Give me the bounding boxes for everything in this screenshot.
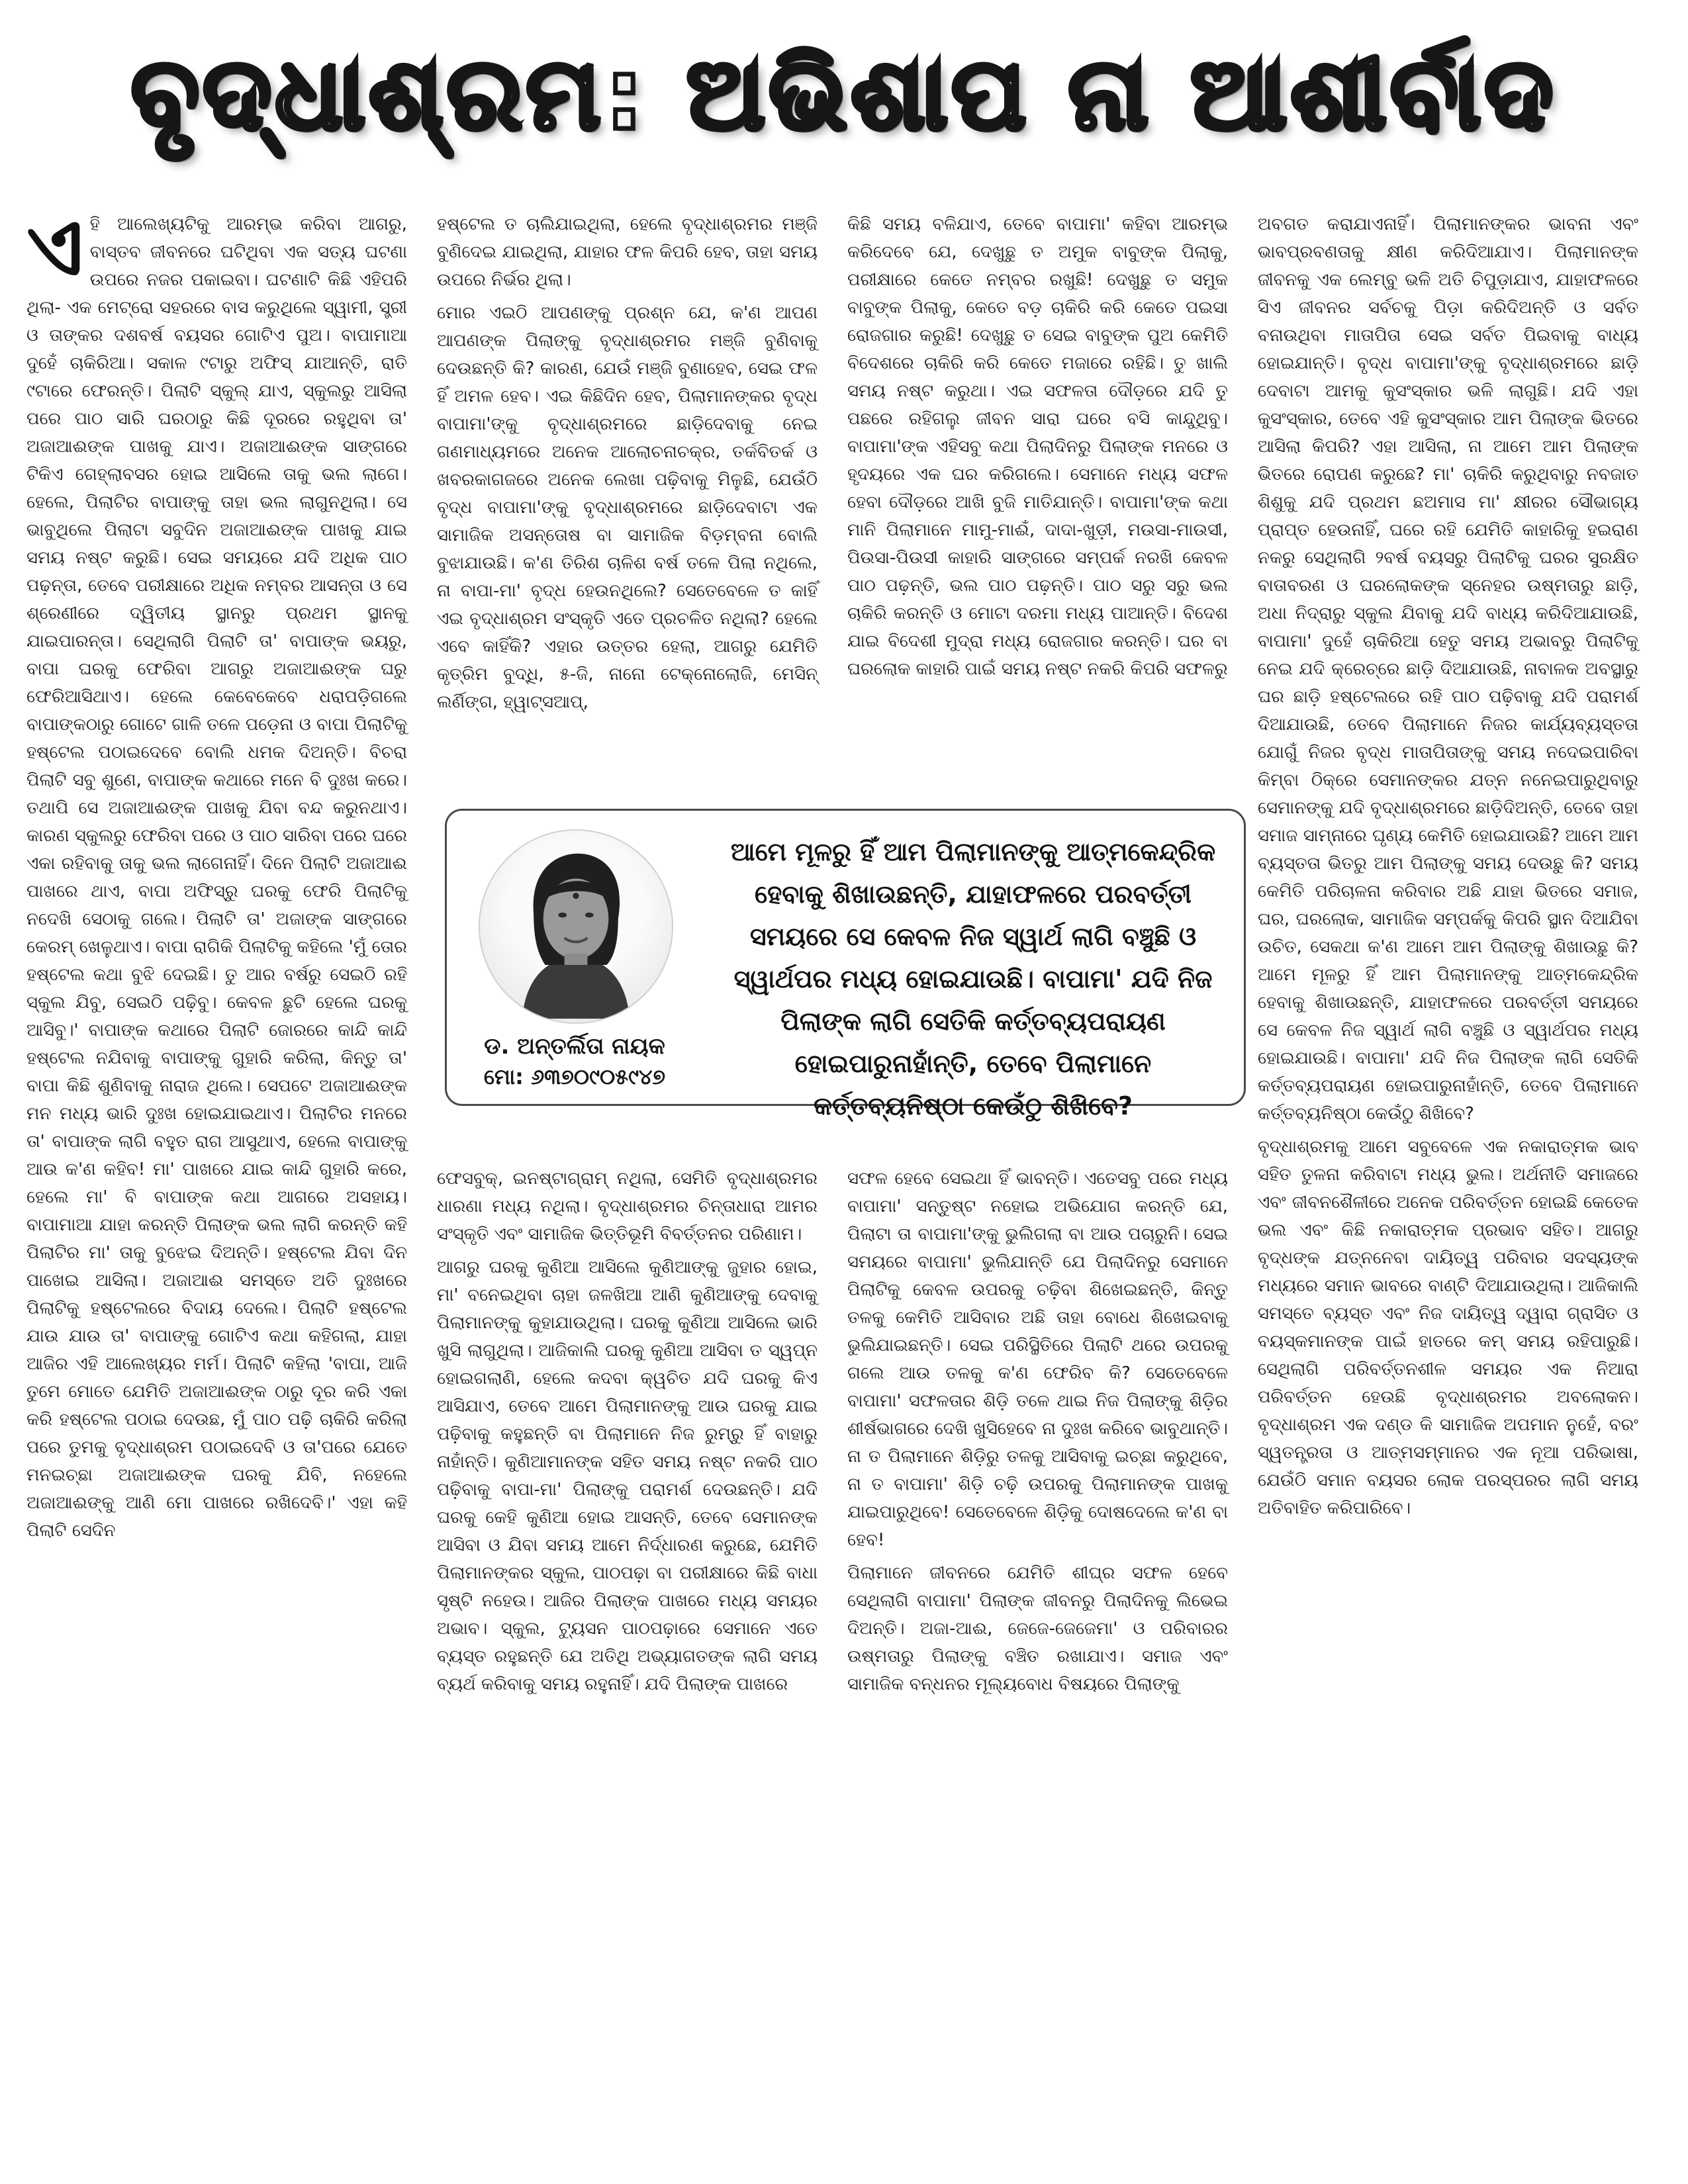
article-paragraph: କିଛି ସମୟ ବଳିଯାଏ, ତେବେ ବାପାମା' କହିବା ଆରମ୍ଭ କରିଦେବେ ଯେ, ଦେଖୁଛୁ ତ ଅମୁକ ବାବୁଙ୍କ ପିଲାକୁ, ପରୀକ୍ଷାରେ କେତେ ନମ୍ବର ରଖୁଛି! ଦେଖୁଛୁ ତ ସମୁକ ବାବୁଙ୍କ ପିଲାକୁ, କେତେ ବଡ଼ ଚାକିରି କରି କେତେ ପଇସା ରୋଜଗାର କରୁଛି! ଦେଖୁଛୁ ତ ସେଇ ବାବୁଙ୍କ ପୁଅ କେମିତି ବିଦେଶରେ ଚାକିରି କରି କେତେ ମଜାରେ ରହିଛି। ତୁ ଖାଲି ସମୟ ନଷ୍ଟ କରୁଥା। ଏଇ ସଫଳତା ଦୌଡ଼ରେ ଯଦି ତୁ ପଛରେ ରହିଗଲୁ ଜୀବନ ସାରା ଘରେ ବସି କାନ୍ଦୁଥିବୁ। ବାପାମା'ଙ୍କ ଏହିସବୁ କଥା ପିଲାଦିନରୁ ପିଲାଙ୍କ ମନରେ ଓ ହୃଦୟରେ ଏକ ଘର କରିଗଲେ। ସେମାନେ ମଧ୍ୟ ସଫଳ ହେବା ଦୌଡ଼ରେ ଆଖି ବୁଜି ମାତିଯାନ୍ତି। ବାପାମା'ଙ୍କ କଥା ମାନି ପିଲାମାନେ ମାମୁ-ମାଈଁ, ଦାଦା-ଖୁଡ଼ୀ, ମଉସା-ମାଉସୀ, ପିଉସା-ପିଉସୀ କାହାରି ସାଙ୍ଗରେ ସମ୍ପର୍କ ନରଖି କେବଳ ପାଠ ପଢ଼ନ୍ତି, ଭଲ ପାଠ ପଢ଼ନ୍ତି। ପାଠ ସରୁ ସରୁ ଭଲ ଚାକିରି କରନ୍ତି ଓ ମୋଟା ଦରମା ମଧ୍ୟ ପାଆନ୍ତି। ବିଦେଶ ଯାଇ ବିଦେଶୀ ମୁଦ୍ରା ମଧ୍ୟ ରୋଜଗାର କରନ୍ତି। ଘର ବା ଘରଲୋକ କାହାରି ପାଇଁ ସମୟ ନଷ୍ଟ ନକରି କିପରି ସଫଳରୁ <box>847 214 1228 679</box>
drop-cap: ଏ <box>26 199 83 293</box>
article-column-2-lower <box>437 1165 818 1704</box>
article-column-4 <box>1258 210 1638 1527</box>
article-paragraph: ଆଗରୁ ଘରକୁ କୁଣିଆ ଆସିଲେ କୁଣିଆଙ୍କୁ ଜୁହାର ହୋଇ, ମା' ବନେଇଥିବା ଚାହା ଜଳଖିଆ ଆଣି କୁଣିଆଙ୍କୁ ଦେବାକୁ ପିଲାମାନଙ୍କୁ କୁହାଯାଉଥିଲା। ଘରକୁ କୁଣିଆ ଆସିଲେ ଭାରି ଖୁସି ଲାଗୁଥିଲା। ଆଜିକାଲି ଘରକୁ କୁଣିଆ ଆସିବା ତ ସ୍ୱପ୍ନ ହୋଇଗଲାଣି, ହେଲେ କଦବା କ୍ୱଚିତ ଯଦି ଘରକୁ କିଏ ଆସିଯାଏ, ତେବେ ଆମେ ପିଲାମାନଙ୍କୁ ଆଉ ଘରକୁ ଯାଇ ପଢ଼ିବାକୁ କହୁଛନ୍ତି ବା ପିଲାମାନେ ନିଜ ରୁମ୍‌ରୁ ହିଁ ବାହାରୁ ନାହାଁନ୍ତି। କୁଣିଆମାନଙ୍କ ସହିତ ସମୟ ନଷ୍ଟ ନକରି ପାଠ ପଢ଼ିବାକୁ ବାପା-ମା' ପିଲାଙ୍କୁ ପରାମର୍ଶ ଦେଉଛନ୍ତି। ଯଦି ଘରକୁ କେହି କୁଣିଆ ହୋଇ ଆସନ୍ତି, ତେବେ ସେମାନଙ୍କ ଆସିବା ଓ ଯିବା ସମୟ ଆମେ ନିର୍ଦ୍ଧାରଣ କରୁଛେ, ଯେମିତି ପିଲାମାନଙ୍କର ସ୍କୁଲ, ପାଠପଢ଼ା ବା ପରୀକ୍ଷାରେ କିଛି ବାଧା ସୃଷ୍ଟି ନହେଉ। ଆଜିର ପିଲାଙ୍କ ପାଖରେ ମଧ୍ୟ ସମୟର ଅଭାବ। ସ୍କୁଲ, ଟ୍ୟୁସନ ପାଠପଢ଼ାରେ ସେମାନେ ଏତେ ବ୍ୟସ୍ତ ରହୁଛନ୍ତି ଯେ ଅତିଥି ଅଭ୍ୟାଗତଙ୍କ ଲାଗି ସମୟ ବ୍ୟର୍ଥ କରିବାକୁ ସମୟ ରହୁନାହିଁ। ଯଦି ପିଲାଙ୍କ ପାଖରେ <box>437 1257 818 1694</box>
article-paragraph <box>26 199 407 1545</box>
article-paragraph: ହଷ୍ଟେଲ ତ ଚାଲିଯାଇଥିଲା, ହେଲେ ବୃଦ୍ଧାଶ୍ରମର ମଞ୍ଜି ବୁଣିଦେଇ ଯାଇଥିଲା, ଯାହାର ଫଳ କିପରି ହେବ, ତାହା ସମୟ ଉପରେ ନିର୍ଭର ଥିଲା। <box>437 214 818 290</box>
article-paragraph: ମୋର ଏଇଠି ଆପଣଙ୍କୁ ପ୍ରଶ୍ନ ଯେ, କ'ଣ ଆପଣ ଆପଣଙ୍କ ପିଲାଙ୍କୁ ବୃଦ୍ଧାଶ୍ରମର ମଞ୍ଜି ବୁଣିବାକୁ ଦେଉଛନ୍ତି କି? କାରଣ, ଯେଉଁ ମଞ୍ଜି ବୁଣାହେବ, ସେଇ ଫଳ ହିଁ ଅମଳ ହେବ। ଏଇ କିଛିଦିନ ହେବ, ପିଲାମାନଙ୍କର ବୃଦ୍ଧ ବାପାମା'ଙ୍କୁ ବୃଦ୍ଧାଶ୍ରମରେ ଛାଡ଼ିଦେବାକୁ ନେଇ ଗଣମାଧ୍ୟମରେ ଅନେକ ଆଲୋଚନାଚକ୍ର, ତର୍କବିତର୍କ ଓ ଖବରକାଗଜରେ ଅନେକ ଲେଖା ପଢ଼ିବାକୁ ମିଳୁଛି, ଯେଉଁଠି ବୃଦ୍ଧ ବାପାମା'ଙ୍କୁ ବୃଦ୍ଧାଶ୍ରମରେ ଛାଡ଼ିଦେବାଟା ଏକ ସାମାଜିକ ଅସନ୍ତୋଷ ବା ସାମାଜିକ ବିଡ଼ମ୍ବନା ବୋଲି ବୁଝାଯାଉଛି। କ'ଣ ତିରିଶ ଚାଳିଶ ବର୍ଷ ତଳେ ପିଲା ନଥିଲେ, ନା ବାପା-ମା' ବୃଦ୍ଧ ହେଉନଥିଲେ? ସେତେବେଳେ ତ କାହିଁ ଏଇ ବୃଦ୍ଧାଶ୍ରମ ସଂସ୍କୃତି ଏତେ ପ୍ରଚଳିତ ନଥିଲା? ହେଲେ ଏବେ କାହିଁକି? ଏହାର ଉତ୍ତର ହେଲା, ଆଗରୁ ଯେମିତି କୃତ୍ରିମ ବୁଦ୍ଧି, ୫-ଜି, ନାନୋ ଟେକ୍ନୋଲୋଜି, ମେସିନ୍ ଲର୍ଣିଙ୍ଗ, ହ୍ୱାଟ୍‌ସଆପ୍, <box>437 303 818 712</box>
pull-quote-box <box>445 809 1246 1120</box>
article-column-3-lower <box>847 1165 1228 1704</box>
article-paragraph: ପିଲାମାନେ ଜୀବନରେ ଯେମିତି ଶୀଘ୍ର ସଫଳ ହେବେ ସେଥିଲାଗି ବାପାମା' ପିଲାଙ୍କ ଜୀବନରୁ ପିଲାଦିନକୁ ଲିଭେଇ ଦିଅନ୍ତି। ଅଜା-ଆଈ, ଜେଜେ-ଜେଜେମା' ଓ ପରିବାରର ଉଷ୍ମତାରୁ ପିଲାଙ୍କୁ ବଞ୍ଚିତ ରଖାଯାଏ। ସମାଜ ଏବଂ ସାମାଜିକ ବନ୍ଧନର ମୂଲ୍ୟବୋଧ ବିଷୟରେ ପିଲାଙ୍କୁ <box>847 1563 1228 1694</box>
article-paragraph: ଫେସବୁକ୍, ଇନଷ୍ଟାଗ୍ରାମ୍ ନଥିଲା, ସେମିତି ବୃଦ୍ଧାଶ୍ରମର ଧାରଣା ମଧ୍ୟ ନଥିଲା। ବୃଦ୍ଧାଶ୍ରମର ଚିନ୍ତାଧାରା ଆମର ସଂସ୍କୃତି ଏବଂ ସାମାଜିକ ଭିତ୍ତିଭୂମି ବିବର୍ତ୍ତନର ପରିଣାମ। <box>437 1169 818 1244</box>
article-paragraph: ସଫଳ ହେବେ ସେଇଥା ହିଁ ଭାବନ୍ତି। ଏତେସବୁ ପରେ ମଧ୍ୟ ବାପାମା' ସନ୍ତୁଷ୍ଟ ନହୋଇ ଅଭିଯୋଗ କରନ୍ତି ଯେ, ପିଲାଟା ତା ବାପାମା'ଙ୍କୁ ଭୁଲିଗଲା ବା ଆଉ ପଚାରୁନି। ସେଇ ସମୟରେ ବାପାମା' ଭୁଲିଯାନ୍ତି ଯେ ପିଲାଦିନରୁ ସେମାନେ ପିଲାଟିକୁ କେବଳ ଉପରକୁ ଚଢ଼ିବା ଶିଖେଇଛନ୍ତି, କିନ୍ତୁ ତଳକୁ କେମିତି ଆସିବାର ଅଛି ତାହା ବୋଧେ ଶିଖେଇବାକୁ ଭୁଲିଯାଇଛନ୍ତି। ସେଇ ପରିସ୍ଥିତିରେ ପିଲାଟି ଥରେ ଉପରକୁ ଗଲେ ଆଉ ତଳକୁ କ'ଣ ଫେରିବ କି? ସେତେବେଳେ ବାପାମା' ସଫଳତାର ଶିଡ଼ି ତଳେ ଥାଇ ନିଜ ପିଲାଙ୍କୁ ଶିଡ଼ିର ଶୀର୍ଷଭାଗରେ ଦେଖି ଖୁସିହେବେ ନା ଦୁଃଖ କରିବେ ଭାବୁଥାନ୍ତି। ନା ତ ପିଲାମାନେ ଶିଡ଼ିରୁ ତଳକୁ ଆସିବାକୁ ଇଚ୍ଛା କରୁଥିବେ, ନା ତ ବାପାମା' ଶିଡ଼ି ଚଢ଼ି ଉପରକୁ ପିଲାମାନଙ୍କ ପାଖକୁ ଯାଇପାରୁଥିବେ! ସେତେବେଳେ ଶିଡ଼ିକୁ ଦୋଷଦେଲେ କ'ଣ ବା ହେବ! <box>847 1169 1228 1550</box>
pull-quote-text: ଆମେ ମୂଳରୁ ହିଁ ଆମ ପିଲାମାନଙ୍କୁ ଆତ୍ମକେନ୍ଦ୍ରିକ ହେବାକୁ ଶିଖାଉଛନ୍ତି, ଯାହାଫଳରେ ପରବର୍ତ୍ତୀ ସମୟରେ ସେ କେବଳ ନିଜ ସ୍ୱାର୍ଥ ଲାଗି ବଞ୍ଚୁଛି ଓ ସ୍ୱାର୍ଥପର ମଧ୍ୟ ହୋଇଯାଉଛି। ବାପାମା' ଯଦି ନିଜ ପିଲାଙ୍କ ଲାଗି ସେତିକି କର୍ତ୍ତବ୍ୟପରାୟଣ ହୋଇପାରୁନାହାଁନ୍ତି, ତେବେ ପିଲାମାନେ କର୍ତ୍ତବ୍ୟନିଷ୍ଠା କେଉଁଠୁ ଶିଖିବେ? <box>730 837 1216 1120</box>
article-text: ହି ଆଲେଖ୍ୟଟିକୁ ଆରମ୍ଭ କରିବା ଆଗରୁ, ବାସ୍ତବ ଜୀବନରେ ଘଟିଥିବା ଏକ ସତ୍ୟ ଘଟଣା ଉପରେ ନଜର ପକାଇବା। ଘଟଣାଟି କିଛି ଏହିପରି ଥିଲା- ଏକ ମେଟ୍ରୋ ସହରରେ ବାସ କରୁଥିଲେ ସ୍ୱାମୀ, ସ୍ତ୍ରୀ ଓ ତାଙ୍କର ଦଶବର୍ଷ ବୟସର ଗୋଟିଏ ପୁଅ। ବାପାମାଆ ଦୁହେଁ ଚାକିରିଆ। ସକାଳ ୯ଟାରୁ ଅଫିସ୍ ଯାଆନ୍ତି, ରାତି ୯ଟାରେ ଫେରନ୍ତି। ପିଲାଟି ସ୍କୁଲ୍ ଯାଏ, ସ୍କୁଲରୁ ଆସିଲା ପରେ ପାଠ ସାରି ଘରଠାରୁ କିଛି ଦୂରରେ ରହୁଥିବା ତା' ଅଜାଆଈଙ୍କ ପାଖକୁ ଯାଏ। ଅଜାଆଈଙ୍କ ସାଙ୍ଗରେ ଟିକିଏ ଗେହ୍ଲାବସର ହୋଇ ଆସିଲେ ତାକୁ ଭଲ ଲାଗେ। ହେଲେ, ପିଲାଟିର ବାପାଙ୍କୁ ତାହା ଭଲ ଲାଗୁନଥିଲା। ସେ ଭାବୁଥିଲେ ପିଲାଟା ସବୁଦିନ ଅଜାଆଈଙ୍କ ପାଖକୁ ଯାଇ ସମୟ ନଷ୍ଟ କରୁଛି। ସେଇ ସମୟରେ ଯଦି ଅଧିକ ପାଠ ପଢ଼ନ୍ତା, ତେବେ ପରୀକ୍ଷାରେ ଅଧିକ ନମ୍ବର ଆସନ୍ତା ଓ ସେ ଶ୍ରେଣୀରେ ଦ୍ୱିତୀୟ ସ୍ଥାନରୁ ପ୍ରଥମ ସ୍ଥାନକୁ ଯାଇପାରନ୍ତା। ସେଥିଲାଗି ପିଲାଟି ତା' ବାପାଙ୍କ ଭୟରୁ, ବାପା ଘରକୁ ଫେରିବା ଆଗରୁ ଅଜାଆଈଙ୍କ ଘରୁ ଫେରିଆସିଥାଏ। ହେଲେ କେବେକେବେ ଧରାପଡ଼ିଗଲେ ବାପାଙ୍କଠାରୁ ଗୋଟେ ଗାଳି ତଳେ ପଡ଼େନା ଓ ବାପା ପିଲାଟିକୁ ହଷ୍ଟେଲ ପଠାଇଦେବେ ବୋଲି ଧମକ ଦିଅନ୍ତି। ବିଚରା ପିଲାଟି ସବୁ ଶୁଣେ, ବାପାଙ୍କ କଥାରେ ମନେ ବି ଦୁଃଖ କରେ। ତଥାପି ସେ ଅଜାଆଈଙ୍କ ପାଖକୁ ଯିବା ବନ୍ଦ କରୁନଥାଏ। କାରଣ ସ୍କୁଲରୁ ଫେରିବା ପରେ ଓ ପାଠ ସାରିବା ପରେ ଘରେ ଏକା ରହିବାକୁ ତାକୁ ଭଲ ଲାଗେନାହିଁ। ଦିନେ ପିଲାଟି ଅଜାଆଈ ପାଖରେ ଥାଏ, ବାପା ଅଫିସ୍‌ରୁ ଘରକୁ ଫେରି ପିଲାଟିକୁ ନଦେଖି ସେଠାକୁ ଗଲେ। ପିଲାଟି ତା' ଅଜାଙ୍କ ସାଙ୍ଗରେ କେରମ୍ ଖେଳୁଥାଏ। ବାପା ରାଗିକି ପିଲାଟିକୁ କହିଲେ 'ମୁଁ ତୋର ହଷ୍ଟେଲ କଥା ବୁଝି ଦେଇଛି। ତୁ ଆର ବର୍ଷରୁ ସେଇଠି ରହି ସ୍କୁଲ ଯିବୁ, ସେଇଠି ପଢ଼ିବୁ। କେବଳ ଛୁଟି ହେଲେ ଘରକୁ ଆସିବୁ।' ବାପାଙ୍କ କଥାରେ ପିଲାଟି ଜୋରରେ କାନ୍ଦି କାନ୍ଦି ହଷ୍ଟେଲ ନଯିବାକୁ ବାପାଙ୍କୁ ଗୁହାରି କରିଲା, କିନ୍ତୁ ତା' ବାପା କିଛି ଶୁଣିବାକୁ ନାରାଜ ଥିଲେ। ସେପଟେ ଅଜାଆଈଙ୍କ ମନ ମଧ୍ୟ ଭାରି ଦୁଃଖ ହୋଇଯାଇଥାଏ। ପିଲାଟିର ମନରେ ତା' ବାପାଙ୍କ ଲାଗି ବହୁତ ରାଗ ଆସୁଥାଏ, ହେଲେ ବାପାଙ୍କୁ ଆଉ କ'ଣ କହିବ! ମା' ପାଖରେ ଯାଇ କାନ୍ଦି ଗୁହାରି କରେ, ହେଲେ ମା' ବି ବାପାଙ୍କ କଥା ଆଗରେ ଅସହାୟ। ବାପାମାଆ ଯାହା କରନ୍ତି ପିଲାଙ୍କ ଭଲ ଲାଗି କରନ୍ତି କହି ପିଲାଟିର ମା' ତାକୁ ବୁଝେଇ ଦିଅନ୍ତି। ହଷ୍ଟେଲ ଯିବା ଦିନ ପାଖେଇ ଆସିଲା। ଅଜାଆଈ ସମସ୍ତେ ଅତି ଦୁଃଖରେ ପିଲାଟିକୁ ହଷ୍ଟେଲରେ ବିଦାୟ ଦେଲେ। ପିଲାଟି ହଷ୍ଟେଲ ଯାଉ ଯାଉ ତା' ବାପାଙ୍କୁ ଗୋଟିଏ କଥା କହିଗଲା, ଯାହା ଆଜିର ଏହି ଆଲେଖ୍ୟର ମର୍ମ। ପିଲାଟି କହିଲା 'ବାପା, ଆଜି ତୁମେ ମୋତେ ଯେମିତି ଅଜାଆଈଙ୍କ ଠାରୁ ଦୂର କରି ଏକା କରି ହଷ୍ଟେଲ ପଠାଇ ଦେଉଛ, ମୁଁ ପାଠ ପଢ଼ି ଚାକିରି କରିଲା ପରେ ତୁମକୁ ବୃଦ୍ଧାଶ୍ରମ ପଠାଇଦେବି ଓ ତା'ପରେ ଯେତେ ମନଇଚ୍ଛା ଅଜାଆଈଙ୍କ ଘରକୁ ଯିବି, ନହେଲେ ଅଜାଆଈଙ୍କୁ ଆଣି ମୋ ପାଖରେ ରଖିଦେବି।' ଏହା କହି ପିଲାଟି ସେଦିନ <box>26 214 407 1541</box>
author-phone: ମୋ: ୬୩୭୦୯୦୫୯୪୭ <box>483 1064 666 1089</box>
headline: ବୃଦ୍ଧାଶ୍ରମ: ଅଭିଶାପ ନା ଆଶୀର୍ବାଦ <box>131 37 1557 152</box>
author-photo <box>479 829 673 1024</box>
article-paragraph: ଅବଗତ କରାଯାଏନାହିଁ। ପିଲାମାନଙ୍କର ଭାବନା ଏବଂ ଭାବପ୍ରବଣତାକୁ କ୍ଷୀଣ କରିଦିଆଯାଏ। ପିଲାମାନଙ୍କ ଜୀବନକୁ ଏକ ଲେମ୍ବୁ ଭଳି ଅତି ଚିପୁଡ଼ାଯାଏ, ଯାହାଫଳରେ ସିଏ ଜୀବନର ସର୍ବଚକୁ ପିଡ଼ା କରିଦିଅନ୍ତି ଓ ସର୍ବତ ବନାଉଥିବା ମାତାପିତା ସେଇ ସର୍ବତ ପିଇବାକୁ ବାଧ୍ୟ ହୋଇଯାନ୍ତି। ବୃଦ୍ଧ ବାପାମା'ଙ୍କୁ ବୃଦ୍ଧାଶ୍ରମରେ ଛାଡ଼ି ଦେବାଟା ଆମକୁ କୁସଂସ୍କାର ଭଳି ଲାଗୁଛି। ଯଦି ଏହା କୁସଂସ୍କାର, ତେବେ ଏହି କୁସଂସ୍କାର ଆମ ପିଲାଙ୍କ ଭିତରେ ଆସିଲା କିପରି? ଏହା ଆସିଲା, ନା ଆମେ ଆମ ପିଲାଙ୍କ ଭିତରେ ରୋପଣ କରୁଛେ? ମା' ଚାକିରି କରୁଥିବାରୁ ନବଜାତ ଶିଶୁକୁ ଯଦି ପ୍ରଥମ ଛଅମାସ ମା' କ୍ଷୀରର ସୌଭାଗ୍ୟ ପ୍ରାପ୍ତ ହେଉନାହିଁ, ଘରେ ରହି ଯେମିତି କାହାରିକୁ ହଇରାଣ ନକରୁ ସେଥିଲାଗି ୨ବର୍ଷ ବୟସରୁ ପିଲାଟିକୁ ଘରର ସୁରକ୍ଷିତ ବାତାବରଣ ଓ ଘରଲୋକଙ୍କ ସ୍ନେହର ଉଷ୍ମତାରୁ ଛାଡ଼ି, ଅଧା ନିଦ୍ରାରୁ ସ୍କୁଲ ଯିବାକୁ ଯଦି ବାଧ୍ୟ କରିଦିଆଯାଉଛି, ବାପାମା' ଦୁହେଁ ଚାକିରିଆ ହେତୁ ସମୟ ଅଭାବରୁ ପିଲାଟିକୁ ନେଇ ଯଦି କ୍ରେଚ୍‌ରେ ଛାଡ଼ି ଦିଆଯାଉଛି, ନାବାଳକ ଅବସ୍ଥାରୁ ଘର ଛାଡ଼ି ହଷ୍ଟେଲରେ ରହି ପାଠ ପଢ଼ିବାକୁ ଯଦି ପରାମର୍ଶ ଦିଆଯାଉଛି, ତେବେ ପିଲାମାନେ ନିଜର କାର୍ଯ୍ୟବ୍ୟସ୍ତତା ଯୋଗୁଁ ନିଜର ବୃଦ୍ଧ ମାତାପିତାଙ୍କୁ ସମୟ ନଦେଇପାରିବା କିମ୍ବା ଠିକ୍‌ରେ ସେମାନଙ୍କର ଯତ୍ନ ନନେଇପାରୁଥିବାରୁ ସେମାନଙ୍କୁ ଯଦି ବୃଦ୍ଧାଶ୍ରମରେ ଛାଡ଼ିଦିଅନ୍ତି, ତେବେ ତାହା ସମାଜ ସାମ୍ନାରେ ଘୃଣ୍ୟ କେମିତି ହୋଇଯାଉଛି? ଆମେ ଆମ ବ୍ୟସ୍ତତା ଭିତରୁ ଆମ ପିଲାଙ୍କୁ ସମୟ ଦେଉଛୁ କି? ସମୟ କେମିତି ପରିଚାଳନା କରିବାର ଅଛି ଯାହା ଭିତରେ ସମାଜ, ଘର, ଘରଲୋକ, ସାମାଜିକ ସମ୍ପର୍କକୁ କିପରି ସ୍ଥାନ ଦିଆଯିବା ଉଚିତ, ସେକଥା କ'ଣ ଆମେ ଆମ ପିଲାଙ୍କୁ ଶିଖାଉଛୁ କି? ଆମେ ମୂଳରୁ ହିଁ ଆମ ପିଲାମାନଙ୍କୁ ଆତ୍ମକେନ୍ଦ୍ରିକ ହେବାକୁ ଶିଖାଉଛନ୍ତି, ଯାହାଫଳରେ ପରବର୍ତ୍ତୀ ସମୟରେ ସେ କେବଳ ନିଜ ସ୍ୱାର୍ଥ ଲାଗି ବଞ୍ଚୁଛି ଓ ସ୍ୱାର୍ଥପର ମଧ୍ୟ ହୋଇଯାଉଛି। ବାପାମା' ଯଦି ନିଜ ପିଲାଙ୍କ ଲାଗି ସେତିକି କର୍ତ୍ତବ୍ୟପରାୟଣ ହୋଇପାରୁନାହାଁନ୍ତି, ତେବେ ପିଲାମାନେ କର୍ତ୍ତବ୍ୟନିଷ୍ଠା କେଉଁଠୁ ଶିଖିବେ? <box>1258 214 1638 1124</box>
author-portrait-icon <box>480 831 672 1023</box>
article-column-1 <box>26 199 407 1550</box>
article-paragraph: ବୃଦ୍ଧାଶ୍ରମକୁ ଆମେ ସବୁବେଳେ ଏକ ନକାରାତ୍ମକ ଭାବ ସହିତ ତୁଳନା କରିବାଟା ମଧ୍ୟ ଭୁଲ। ଅର୍ଥନୀତି ସମାଜରେ ଏବଂ ଜୀବନଶୈଳୀରେ ଅନେକ ପରିବର୍ତ୍ତନ ହୋଇଛି କେତେକ ଭଲ ଏବଂ କିଛି ନକାରାତ୍ମକ ପ୍ରଭାବ ସହିତ। ଆଗରୁ ବୃଦ୍ଧଙ୍କ ଯତ୍ନନେବା ଦାୟିତ୍ୱ ପରିବାର ସଦସ୍ୟଙ୍କ ମଧ୍ୟରେ ସମାନ ଭାବରେ ବାଣ୍ଟି ଦିଆଯାଉଥିଲା। ଆଜିକାଲି ସମସ୍ତେ ବ୍ୟସ୍ତ ଏବଂ ନିଜ ଦାୟିତ୍ୱ ଦ୍ୱାରା ଗ୍ରାସିତ ଓ ବୟସ୍କମାନଙ୍କ ପାଇଁ ହାତରେ କମ୍ ସମୟ ରହିପାରୁଛି। ସେଥିଲାଗି ପରିବର୍ତ୍ତନଶୀଳ ସମୟର ଏକ ନିଆରା ପରିବର୍ତ୍ତନ ହେଉଛି ବୃଦ୍ଧାଶ୍ରମର ଅବଲୋକନ। ବୃଦ୍ଧାଶ୍ରମ ଏକ ଦଣ୍ଡ କି ସାମାଜିକ ଅପମାନ ନୁହେଁ, ବରଂ ସ୍ୱତନ୍ତ୍ରତା ଓ ଆତ୍ମସମ୍ମାନର ଏକ ନୂଆ ପରିଭାଷା, ଯେଉଁଠି ସମାନ ବୟସର ଲୋକ ପରସ୍ପରର ଲାଗି ସମୟ ଅତିବାହିତ କରିପାରିବେ। <box>1258 1137 1638 1518</box>
author-name: ଡ. ଅନ୍ତର୍ଲିତା ନାୟକ <box>484 1033 665 1060</box>
